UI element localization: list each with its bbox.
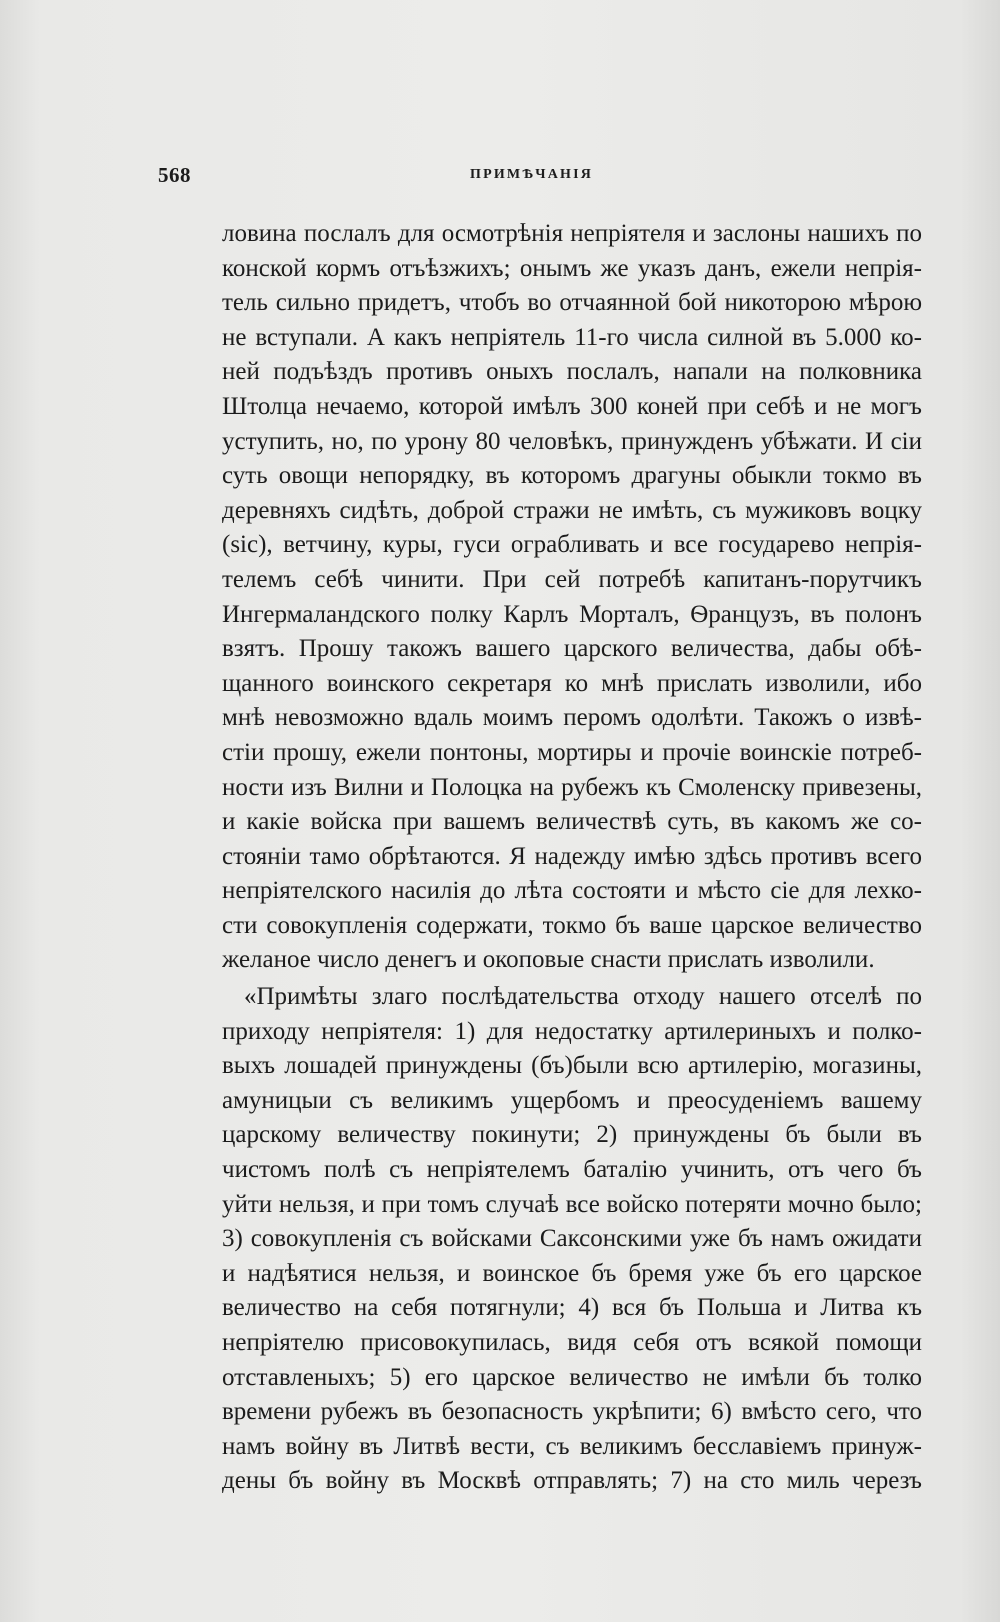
text-line: уступить, но, по урону 80 человѣкъ, принужденъ убѣжати. И сіи <box>222 427 922 455</box>
text-line: суть овощи непорядку, въ которомъ драгуны обыкли токмо въ <box>222 462 922 490</box>
text-line: отставленыхъ; 5) его царское величество не имѣли бъ толко <box>222 1363 922 1391</box>
text-line: Штолца нечаемо, которой имѣлъ 300 коней при себѣ и не могъ <box>222 392 922 420</box>
text-line: ней подъѣздъ противъ оныхъ послалъ, напали на полковника <box>222 358 922 386</box>
text-line: амуницыи съ великимъ ущербомъ и преосуденіемъ вашему <box>222 1086 922 1114</box>
text-line: стіи прошу, ежели понтоны, мортиры и прочіе воинскіе потреб- <box>222 738 922 766</box>
body-text <box>222 217 922 1499</box>
text-line: выхъ лошадей принуждены (бъ)были всю артилерію, могазины, <box>222 1052 922 1080</box>
text-line: тель сильно придетъ, чтобъ во отчаянной бой никоторою мѣрою <box>222 289 922 317</box>
text-line: деревняхъ сидѣть, доброй стражи не имѣть, съ мужиковъ воцку <box>222 496 922 524</box>
text-line: и какіе войска при вашемъ величествѣ суть, въ какомъ же со- <box>222 808 922 836</box>
text-line: «Примѣты злаго послѣдательства отходу нашего отселѣ по <box>244 983 922 1011</box>
page-number: 568 <box>158 163 191 187</box>
paragraph-1 <box>222 217 922 978</box>
text-line: 3) совокупленія съ войсками Саксонскими уже бъ намъ ожидати <box>222 1225 922 1253</box>
text-line: сти совокупленія содержати, токмо бъ ваше царское величество <box>222 911 922 939</box>
text-line: (sic), ветчину, куры, гуси ограбливать и все государево непрія- <box>222 531 922 559</box>
text-line: желаное число денегъ и окоповые снасти прислать изволили. <box>222 946 875 974</box>
paragraph-2 <box>222 980 922 1499</box>
text-line: ловина послалъ для осмотрѣнія непріятеля и заслоны нашихъ по <box>222 220 922 247</box>
text-line: намъ войну въ Литвѣ вести, съ великимъ бесславіемъ принуж- <box>222 1432 922 1460</box>
text-line: стояніи тамо обрѣтаются. Я надежду имѣю здѣсь противъ всего <box>222 842 922 870</box>
text-line: приходу непріятеля: 1) для недостатку артилериныхъ и полко- <box>222 1017 922 1045</box>
text-line: уйти нельзя, и при томъ случаѣ все войско потеряти мочно было; <box>222 1190 922 1218</box>
text-line: взятъ. Прошу такожъ вашего царского величества, дабы обѣ- <box>222 635 922 663</box>
text-line: конской кормъ отъѣзжихъ; онымъ же указъ данъ, ежели непрія- <box>222 254 922 282</box>
text-line: ности изъ Вилни и Полоцка на рубежъ къ Смоленску привезены, <box>222 773 922 801</box>
text-line: царскому величеству покинути; 2) принуждены бъ были въ <box>222 1121 922 1149</box>
text-line: времени рубежъ въ безопасность укрѣпити; 6) вмѣсто сего, что <box>222 1398 922 1426</box>
text-line: щанного воинского секретаря ко мнѣ прислать изволили, ибо <box>222 669 922 697</box>
text-line: телемъ себѣ чинити. При сей потребѣ капитанъ-порутчикъ <box>222 565 922 593</box>
text-line: и надѣятися нельзя, и воинское бъ бремя уже бъ его царское <box>222 1259 922 1287</box>
text-line: величество на себя потягнули; 4) вся бъ Польша и Литва къ <box>222 1294 922 1322</box>
text-line: дены бъ войну въ Москвѣ отправлять; 7) на сто миль черезъ <box>222 1467 922 1495</box>
text-line: непріятелского насилія до лѣта состояти и мѣсто сіе для лехко- <box>222 877 922 905</box>
text-line: не вступали. А какъ непріятель 11-го числа силной въ 5.000 ко- <box>222 323 922 351</box>
text-line: мнѣ невозможно вдаль моимъ перомъ одолѣти. Такожъ о извѣ- <box>222 704 922 732</box>
running-head <box>158 163 920 187</box>
text-line: Ингермаландского полку Карлъ Морталъ, Ѳранцузъ, въ полонъ <box>222 600 922 628</box>
text-line: чистомъ полѣ съ непріятелемъ баталію учинить, отъ чего бъ <box>222 1156 922 1184</box>
text-line: непріятелю присовокупилась, видя себя отъ всякой помощи <box>222 1329 922 1356</box>
header-title: ПРИМѢЧАНІЯ <box>470 167 594 182</box>
